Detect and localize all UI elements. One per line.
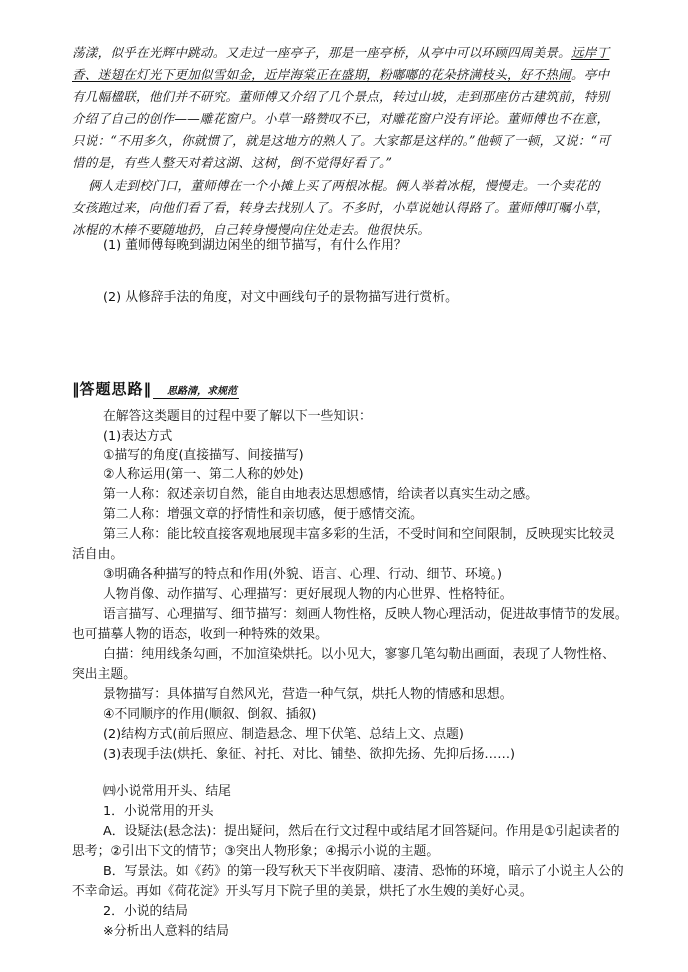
guide-line: 景物描写：具体描写自然风光，营造一种气氛，烘托人物的情感和思想。	[103, 687, 513, 702]
guide-line: 第三人称：能比较直接客观地展现丰富多彩的生活，不受时间和空间限制，反映现实比较灵	[103, 527, 615, 542]
guide-line: ④不同顺序的作用(顺叙、倒叙、插叙)	[103, 707, 317, 722]
section-title: 答题思路	[79, 380, 144, 398]
passage-line: 女孩跑过来，向他们看了看，转身去找别人了。不多时，小草说她认得路了。董师傅叮嘱小草，	[72, 200, 610, 215]
novel-line: B．写景法。如《药》的第一段写秋天下半夜阴暗、凄清、恐怖的环境，暗示了小说主人公的	[103, 864, 624, 879]
passage-line: 冰棍的木棒不要随地扔，自己转身慢慢向住处走去。他很快乐。	[72, 222, 431, 237]
passage-line: 有几幅楹联，他们并不研究。董师傅又介绍了几个景点，转过山坡，走到那座仿古建筑前，特别	[72, 89, 610, 104]
underlined-sentence: 远岸丁	[570, 45, 610, 60]
guide-line: 在解答这类题目的过程中要了解以下一些知识：	[103, 409, 372, 424]
novel-line: 1．小说常用的开头	[103, 804, 214, 819]
guide-line: 活自由。	[72, 547, 124, 562]
novel-line: 2．小说的结局	[103, 904, 188, 919]
novel-line: ※分析出人意料的结局	[103, 924, 229, 939]
section-header	[72, 378, 239, 399]
header-bar-left: ‖	[72, 380, 80, 398]
guide-line: 第一人称：叙述亲切自然，能自由地表达思想感情，给读者以真实生动之感。	[103, 487, 539, 502]
question-1: (1) 董师傅每晚到湖边闲坐的细节描写，有什么作用？	[103, 238, 407, 253]
passage-line: 荡漾，似乎在光辉中跳动。又走过一座亭子，那是一座亭桥，从亭中可以环顾四周美景。远岸丁	[72, 45, 610, 60]
guide-line: 人物肖像、动作描写、心理描写：更好展现人物的内心世界、性格特征。	[103, 587, 513, 602]
novel-line: 思考；②引出下文的情节；③突出人物形象；④揭示小说的主题。	[72, 844, 440, 859]
header-bar-right: ‖	[143, 380, 152, 398]
passage-line: 香、迷翅在灯光下更加似雪如金，近岸海棠正在盛期，粉嘟嘟的花朵挤满枝头，好不热闹。亭中	[72, 67, 610, 82]
passage-line: 惜的是，有些人整天对着这湖、这树，倒不觉得好看了。”	[72, 155, 393, 170]
guide-line: ③明确各种描写的特点和作用(外貌、语言、心理、行动、细节、环境。)	[103, 567, 502, 582]
guide-line: (1)表达方式	[103, 429, 173, 444]
question-2: (2) 从修辞手法的角度，对文中画线句子的景物描写进行赏析。	[103, 290, 458, 305]
guide-line: (3)表现手法(烘托、象征、衬托、对比、铺垫、欲抑先扬、先抑后扬……)	[103, 747, 516, 762]
passage-line: 俩人走到校门口，董师傅在一个小摊上买了两根冰棍。俩人举着冰棍，慢慢走。一个卖花的	[88, 178, 600, 193]
novel-line: 不幸命运。再如《荷花淀》开头写月下院子里的美景，烘托了水生嫂的美好心灵。	[72, 884, 533, 899]
novel-heading: ㈣小说常用开头、结尾	[103, 784, 231, 799]
underlined-sentence: 香、迷翅在灯光下更加似雪如金，近岸海棠正在盛期，粉嘟嘟的花朵挤满枝头，好不热闹	[72, 67, 571, 82]
guide-line: 白描：纯用线条勾画，不加渲染烘托。以小见大，寥寥几笔勾勒出画面，表现了人物性格、	[103, 647, 615, 662]
guide-line: ①描写的角度(直接描写、间接描写)	[103, 448, 304, 463]
guide-line: (2)结构方式(前后照应、制造悬念、埋下伏笔、总结上文、点题)	[103, 727, 464, 742]
guide-line: 第二人称：增强文章的抒情性和亲切感，便于感情交流。	[103, 507, 423, 522]
guide-line: 突出主题。	[72, 667, 136, 682]
passage-line: 介绍了自己的创作——雕花窗户。小草一路赞叹不已，对雕花窗户没有评论。董师傅也不在意，	[72, 111, 610, 126]
novel-line: A．设疑法(悬念法)：提出疑问，然后在行文过程中或结尾才回答疑问。作用是①引起读者的	[103, 824, 620, 839]
guide-line: 语言描写、心理描写、细节描写：刻画人物性格，反映人物心理活动，促进故事情节的发展。	[103, 607, 628, 622]
section-subtitle: 思路清，求规范	[153, 386, 239, 399]
passage-line: 只说：“不用多久，你就惯了，就是这地方的熟人了。大家都是这样的。”他顿了一顿，又说：“可	[72, 133, 611, 148]
guide-line: ②人称运用(第一、第二人称的妙处)	[103, 467, 304, 482]
guide-line: 也可描摹人物的语态，收到一种特殊的效果。	[72, 627, 328, 642]
